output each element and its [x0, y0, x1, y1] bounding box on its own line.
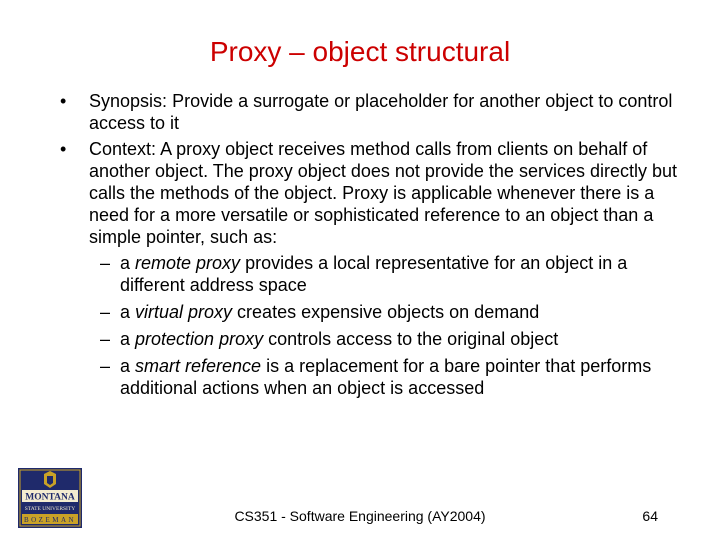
sub-dash: – — [100, 329, 111, 349]
sub-item-protection-proxy — [60, 328, 680, 350]
bullet-text: A proxy object receives method calls from clients on behalf of another object. The proxy object does not provide the services directly but calls the methods of the object. Proxy is applicable whenever there is a need for a more versatile or sophisticated reference to an object than a simple pointer, such as: — [89, 139, 677, 247]
sub-pre: a — [120, 253, 136, 273]
bullet-label: Synopsis: — [89, 91, 168, 111]
sub-post: is a replacement for a bare pointer that performs additional actions when an object is accessed — [120, 356, 652, 398]
bullet-label: Context: — [89, 139, 157, 159]
sub-item-remote-proxy — [60, 252, 680, 296]
bullet-text: Provide a surrogate or placeholder for another object to control access to it — [89, 91, 673, 133]
sub-post: provides a local representative for an object in a different address space — [120, 253, 628, 295]
sub-post: creates expensive objects on demand — [232, 302, 540, 322]
slide-body — [60, 90, 680, 404]
sub-pre: a — [120, 356, 136, 376]
bullet-mark: • — [60, 139, 67, 159]
sub-dash: – — [100, 356, 111, 376]
logo-line-2: STATE UNIVERSITY — [24, 506, 76, 512]
logo-line-3: BOZEMAN — [23, 516, 77, 524]
sub-pre: a — [120, 329, 136, 349]
sub-dash: – — [100, 253, 111, 273]
bullet-synopsis — [60, 90, 680, 134]
sub-term: smart reference — [135, 356, 262, 376]
sub-post: controls access to the original object — [263, 329, 559, 349]
page-number: 64 — [642, 508, 658, 524]
sub-item-smart-reference — [60, 355, 680, 399]
sub-dash: – — [100, 302, 111, 322]
bullet-context — [60, 138, 680, 248]
sub-item-virtual-proxy — [60, 301, 680, 323]
logo-line-1: MONTANA — [25, 492, 75, 503]
slide-title: Proxy – object structural — [209, 36, 511, 67]
sub-term: virtual proxy — [135, 302, 233, 322]
bullet-mark: • — [60, 91, 67, 111]
footer-course: CS351 - Software Engineering (AY2004) — [234, 508, 486, 524]
sub-term: protection proxy — [135, 329, 264, 349]
sub-pre: a — [120, 302, 136, 322]
sub-term: remote proxy — [135, 253, 241, 273]
